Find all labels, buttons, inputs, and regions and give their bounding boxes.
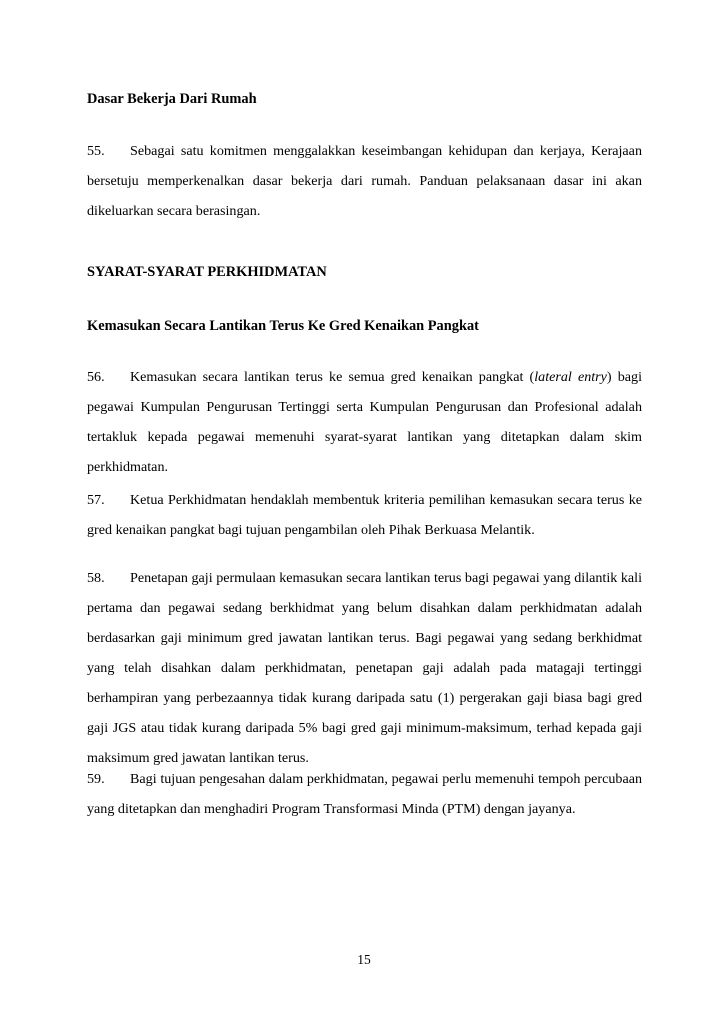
paragraph-text: Bagi tujuan pengesahan dalam perkhidmatan, pegawai perlu memenuhi tempoh percubaan yang ditetapkan dan menghadiri Program Transformasi Minda (PTM) dengan jayanya. bbox=[87, 771, 642, 817]
paragraph-55 bbox=[87, 136, 642, 226]
page-number: 15 bbox=[357, 952, 371, 967]
paragraph-number: 55. bbox=[87, 143, 105, 159]
section-heading-lateral-entry: Kemasukan Secara Lantikan Terus Ke Gred Kenaikan Pangkat bbox=[87, 318, 479, 334]
paragraph-text: Penetapan gaji permulaan kemasukan secara lantikan terus bagi pegawai yang dilantik kali pertama dan pegawai sedang berkhidmat yang belum disahkan dalam perkhidmatan adalah berdasarkan gaji minimum gred jawatan lantikan terus. Bagi pegawai yang sedang berkhidmat yang telah disahkan dalam perkhidmatan, penetapan gaji adalah pada matagaji tertinggi berhampiran yang perbezaannya tidak kurang daripada satu (1) pergerakan gaji biasa bagi gred gaji JGS atau tidak kurang daripada 5% bagi gred gaji minimum-maksimum, terhad kepada gaji maksimum gred jawatan lantikan terus. bbox=[87, 570, 642, 766]
paragraph-59 bbox=[87, 764, 642, 824]
paragraph-text: Sebagai satu komitmen menggalakkan keseimbangan kehidupan dan kerjaya, Kerajaan bersetuju memperkenalkan dasar bekerja dari rumah. Panduan pelaksanaan dasar ini akan dikeluarkan secara berasingan. bbox=[87, 143, 642, 219]
paragraph-number: 59. bbox=[87, 771, 105, 787]
section-heading-service: SYARAT-SYARAT PERKHIDMATAN bbox=[87, 264, 327, 280]
section-heading-wfh: Dasar Bekerja Dari Rumah bbox=[87, 91, 257, 107]
paragraph-58 bbox=[87, 563, 642, 773]
paragraph-text: ) bagi pegawai Kumpulan Pengurusan Tertinggi serta Kumpulan Pengurusan dan Profesional adalah tertakluk kepada pegawai memenuhi syarat-syarat lantikan yang ditetapkan dalam skim perkhidmatan. bbox=[87, 369, 642, 475]
paragraph-text: Kemasukan secara lantikan terus ke semua gred kenaikan pangkat ( bbox=[130, 369, 535, 385]
paragraph-57 bbox=[87, 485, 642, 545]
paragraph-number: 57. bbox=[87, 492, 105, 508]
paragraph-number: 58. bbox=[87, 570, 105, 586]
paragraph-56 bbox=[87, 362, 642, 482]
paragraph-number: 56. bbox=[87, 369, 105, 385]
paragraph-text: Ketua Perkhidmatan hendaklah membentuk kriteria pemilihan kemasukan secara terus ke gred kenaikan pangkat bagi tujuan pengambilan oleh Pihak Berkuasa Melantik. bbox=[87, 492, 642, 538]
paragraph-italic-term: lateral entry bbox=[534, 369, 607, 385]
